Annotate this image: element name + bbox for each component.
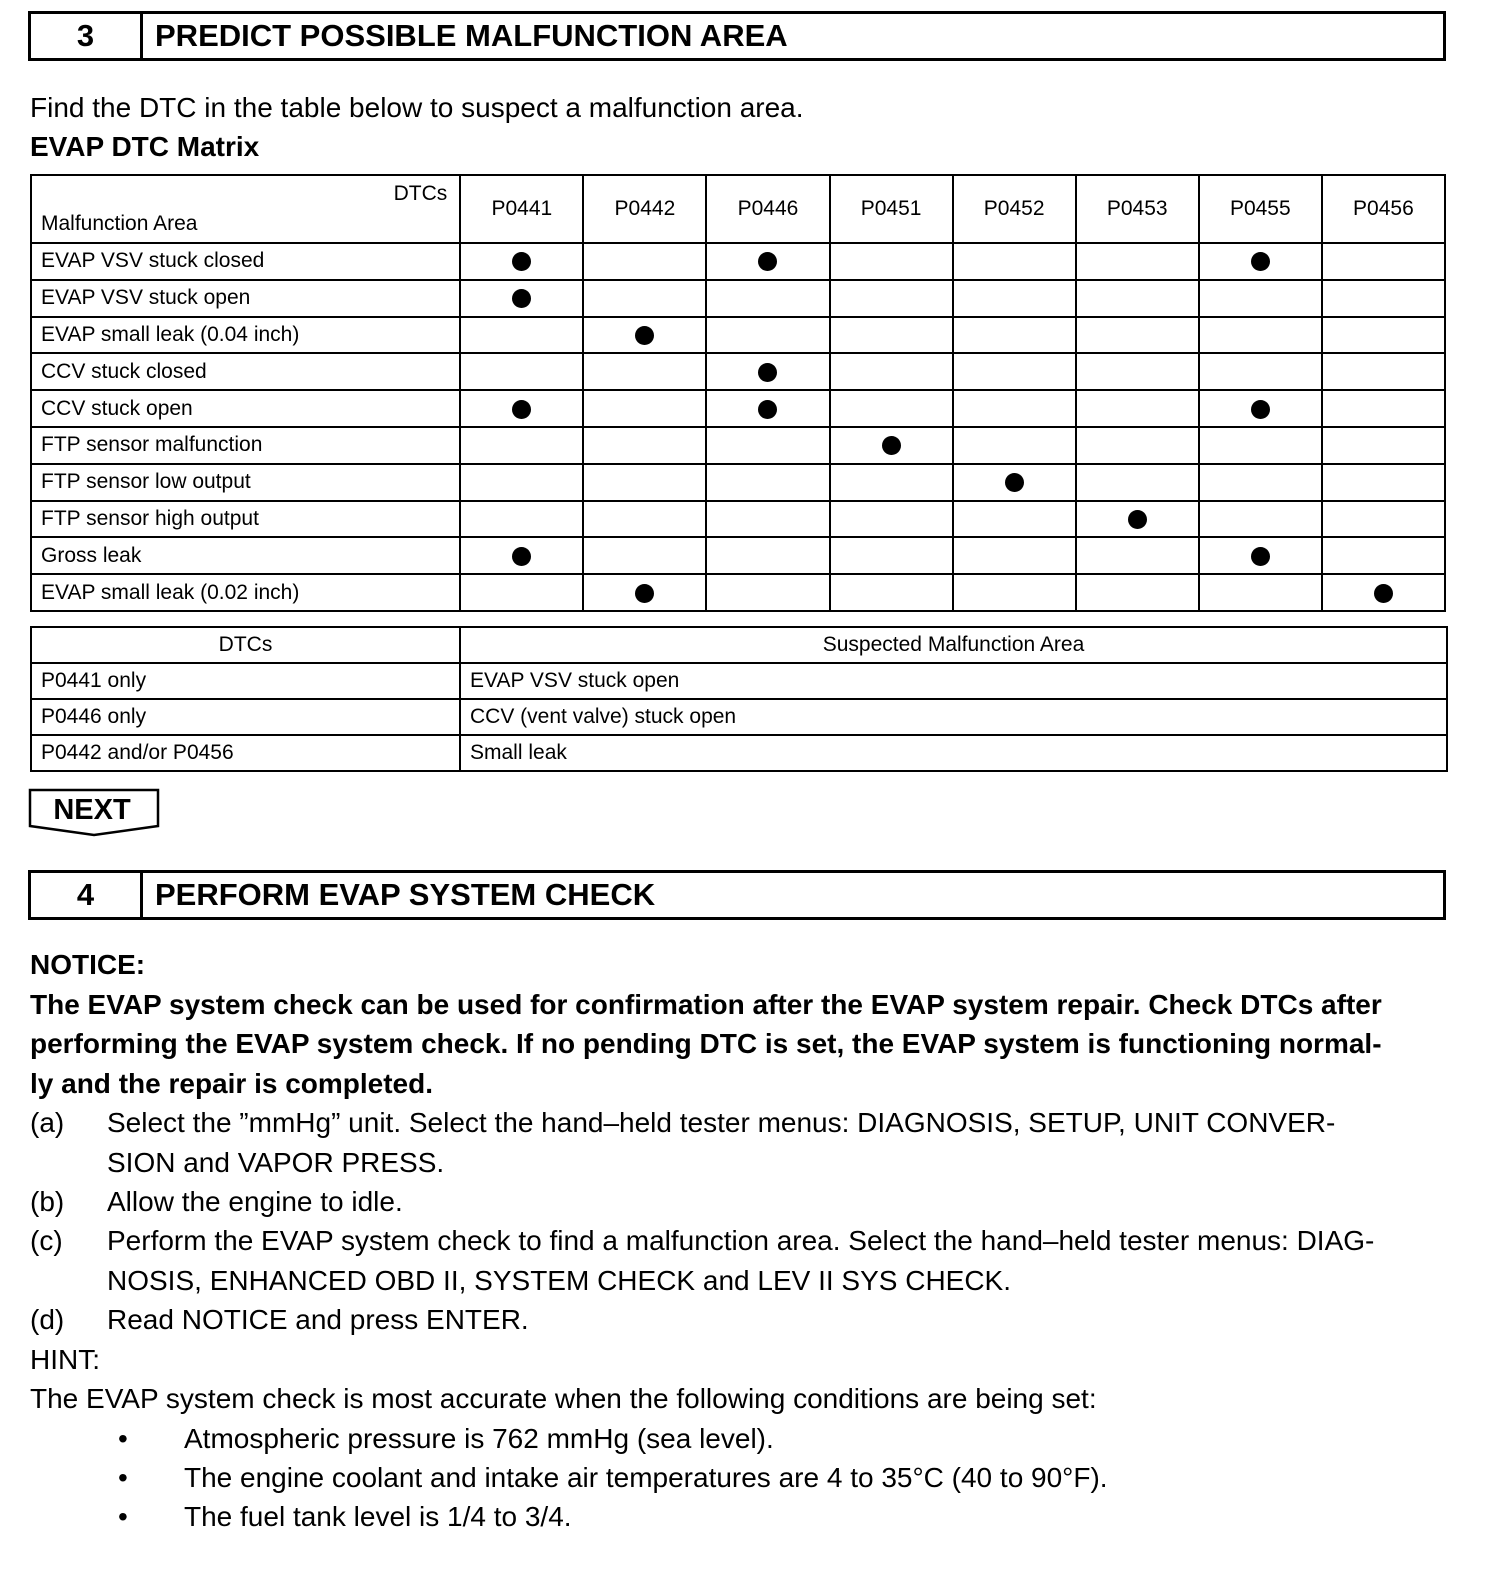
malfunction-area-label: CCV stuck open [31,390,460,427]
matrix-cell [1199,574,1322,611]
step-text: Perform the EVAP system check to find a malfunction area. Select the hand–held tester menus: DIAG- [107,1225,1375,1256]
malfunction-area-label: EVAP small leak (0.04 inch) [31,317,460,354]
matrix-cell [460,353,583,390]
table-row [31,390,1445,427]
table-row [31,427,1445,464]
table-row [31,735,1447,771]
dot-mark-icon [635,584,654,603]
matrix-cell [830,243,953,280]
bullet-icon: • [118,1423,128,1454]
step-text: NOSIS, ENHANCED OBD II, SYSTEM CHECK and LEV II SYS CHECK. [107,1264,1012,1296]
malfunction-area-label: EVAP VSV stuck closed [31,243,460,280]
dot-mark-icon [512,400,531,419]
suspect-area-cell: CCV (vent valve) stuck open [460,699,1447,735]
bullet-icon: • [118,1501,128,1532]
matrix-col-header: P0442 [583,175,706,243]
matrix-cell [706,317,829,354]
matrix-col-header: P0453 [1076,175,1199,243]
matrix-corner-cell [31,175,460,243]
matrix-cell [460,390,583,427]
dot-mark-icon [1251,547,1270,566]
matrix-cell [1322,243,1445,280]
malfunction-area-label: FTP sensor malfunction [31,427,460,464]
malfunction-area-label: FTP sensor high output [31,501,460,538]
corner-dtcs-label: DTCs [393,182,448,205]
matrix-cell [1199,464,1322,501]
matrix-cell [830,501,953,538]
malfunction-area-label: EVAP VSV stuck open [31,280,460,317]
corner-area-label: Malfunction Area [41,212,198,235]
step-title: PREDICT POSSIBLE MALFUNCTION AREA [155,18,788,53]
matrix-cell [1076,501,1199,538]
matrix-cell [1076,317,1199,354]
matrix-cell [706,390,829,427]
dot-mark-icon [758,400,777,419]
step-text: SION and VAPOR PRESS. [107,1146,445,1178]
matrix-cell [953,280,1076,317]
matrix-cell [1322,427,1445,464]
matrix-cell [953,574,1076,611]
bullet-icon: • [118,1462,128,1493]
matrix-cell [953,317,1076,354]
matrix-cell [1199,501,1322,538]
bullet-text: The engine coolant and intake air temperatures are 4 to 35°C (40 to 90°F). [184,1462,1108,1493]
suspect-dtc-cell: P0446 only [31,699,460,735]
bullet-text: The fuel tank level is 1/4 to 3/4. [184,1501,572,1532]
matrix-cell [583,537,706,574]
matrix-cell [706,280,829,317]
matrix-cell [583,243,706,280]
matrix-cell [1322,317,1445,354]
matrix-cell [953,427,1076,464]
matrix-cell [583,427,706,464]
dot-mark-icon [882,436,901,455]
matrix-cell [460,464,583,501]
matrix-cell [583,280,706,317]
next-label: NEXT [53,794,131,826]
matrix-cell [953,501,1076,538]
hint-intro: The EVAP system check is most accurate when the following conditions are being set: [30,1383,1097,1414]
matrix-cell [706,537,829,574]
matrix-cell [460,574,583,611]
matrix-cell [583,574,706,611]
step-label: (c) [30,1225,63,1256]
matrix-cell [583,390,706,427]
dot-mark-icon [1005,473,1024,492]
hint-label: HINT: [30,1344,100,1375]
matrix-cell [953,353,1076,390]
step-number: 4 [31,873,143,917]
malfunction-area-label: Gross leak [31,537,460,574]
matrix-cell [1076,243,1199,280]
notice-line: ly and the repair is completed. [30,1068,434,1099]
matrix-cell [1322,574,1445,611]
matrix-cell [1322,390,1445,427]
dot-mark-icon [512,547,531,566]
matrix-cell [706,501,829,538]
matrix-cell [830,464,953,501]
matrix-cell [1199,537,1322,574]
step-text: Select the ”mmHg” unit. Select the hand–held tester menus: DIAGNOSIS, SETUP, UNIT CONVER- [107,1107,1336,1138]
matrix-cell [460,280,583,317]
table-row [31,243,1445,280]
matrix-cell [1322,464,1445,501]
matrix-col-header: P0441 [460,175,583,243]
matrix-cell [1076,464,1199,501]
matrix-cell [583,317,706,354]
step-label: (d) [30,1304,65,1335]
step-number: 3 [31,14,143,58]
step-text: Allow the engine to idle. [107,1186,403,1217]
malfunction-area-label: EVAP small leak (0.02 inch) [31,574,460,611]
matrix-cell [706,464,829,501]
table-row [31,663,1447,699]
matrix-cell [1076,390,1199,427]
intro-text: Find the DTC in the table below to suspect a malfunction area. [30,92,804,123]
matrix-cell [1199,243,1322,280]
step-3-header [28,11,1446,61]
suspect-header-dtcs: DTCs [31,627,460,663]
table-row [31,537,1445,574]
matrix-cell [460,537,583,574]
matrix-col-header: P0452 [953,175,1076,243]
matrix-cell [953,243,1076,280]
dot-mark-icon [758,252,777,271]
matrix-cell [830,317,953,354]
dot-mark-icon [758,363,777,382]
matrix-cell [706,427,829,464]
dot-mark-icon [635,326,654,345]
table-row [31,464,1445,501]
dot-mark-icon [1374,584,1393,603]
matrix-cell [1322,353,1445,390]
suspect-dtc-cell: P0442 and/or P0456 [31,735,460,771]
table-row [31,280,1445,317]
step-text: Read NOTICE and press ENTER. [107,1304,529,1335]
matrix-cell [1076,353,1199,390]
matrix-cell [583,353,706,390]
suspect-area-cell: Small leak [460,735,1447,771]
matrix-cell [460,501,583,538]
matrix-cell [1199,390,1322,427]
matrix-cell [1199,427,1322,464]
matrix-cell [1199,317,1322,354]
suspected-area-table [30,626,1448,772]
dot-mark-icon [1251,400,1270,419]
table-row [31,317,1445,354]
notice-line: performing the EVAP system check. If no pending DTC is set, the EVAP system is functioning normal- [30,1028,1382,1059]
matrix-cell [830,427,953,464]
matrix-cell [583,501,706,538]
matrix-cell [706,353,829,390]
matrix-cell [706,243,829,280]
table-row [31,353,1445,390]
matrix-cell [706,574,829,611]
matrix-cell [953,537,1076,574]
suspect-dtc-cell: P0441 only [31,663,460,699]
next-button[interactable] [28,788,162,838]
table-row [31,574,1445,611]
matrix-cell [953,464,1076,501]
evap-dtc-matrix [30,174,1446,612]
matrix-cell [1322,280,1445,317]
malfunction-area-label: FTP sensor low output [31,464,460,501]
notice-line: The EVAP system check can be used for confirmation after the EVAP system repair. Check DTCs after [30,989,1382,1020]
matrix-col-header: P0451 [830,175,953,243]
matrix-cell [460,243,583,280]
matrix-cell [1322,537,1445,574]
matrix-cell [830,280,953,317]
matrix-cell [1322,501,1445,538]
matrix-cell [830,537,953,574]
notice-label: NOTICE: [30,949,146,980]
matrix-cell [953,390,1076,427]
table-row [31,699,1447,735]
dot-mark-icon [1128,510,1147,529]
step-label: (a) [30,1107,65,1138]
dot-mark-icon [1251,252,1270,271]
matrix-title: EVAP DTC Matrix [30,131,260,162]
dot-mark-icon [512,252,531,271]
matrix-cell [830,353,953,390]
matrix-cell [460,427,583,464]
malfunction-area-label: CCV stuck closed [31,353,460,390]
suspect-area-cell: EVAP VSV stuck open [460,663,1447,699]
matrix-cell [1076,537,1199,574]
matrix-col-header: P0455 [1199,175,1322,243]
bullet-text: Atmospheric pressure is 762 mmHg (sea level). [184,1423,774,1454]
matrix-col-header: P0456 [1322,175,1445,243]
matrix-cell [1199,280,1322,317]
suspect-header-area: Suspected Malfunction Area [460,627,1447,663]
matrix-cell [830,390,953,427]
matrix-cell [830,574,953,611]
matrix-cell [1076,427,1199,464]
step-label: (b) [30,1186,65,1217]
matrix-cell [1076,574,1199,611]
matrix-cell [1199,353,1322,390]
dot-mark-icon [512,289,531,308]
matrix-cell [1076,280,1199,317]
table-row [31,501,1445,538]
step-title: PERFORM EVAP SYSTEM CHECK [155,877,656,912]
matrix-col-header: P0446 [706,175,829,243]
step-4-header [28,870,1446,920]
matrix-cell [460,317,583,354]
matrix-cell [583,464,706,501]
